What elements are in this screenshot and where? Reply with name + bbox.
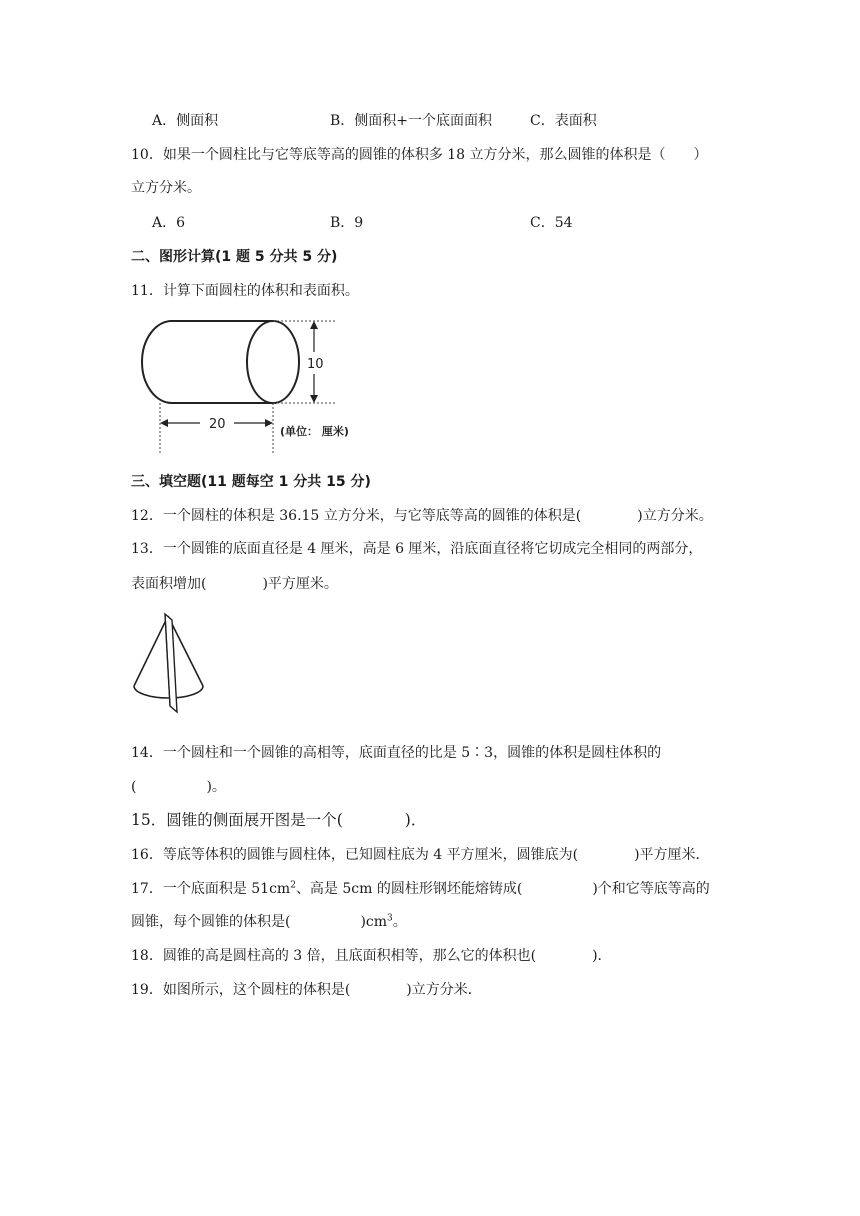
q17-line2 bbox=[131, 912, 407, 932]
q14-line1: 14．一个圆柱和一个圆锥的高相等，底面直径的比是 5∶3，圆锥的体积是圆柱体积的 bbox=[131, 745, 662, 761]
q16-text: 16．等底等体积的圆锥与圆柱体，已知圆柱底为 4 平方厘米，圆锥底为( )平方厘米． bbox=[131, 847, 710, 863]
q17-line2-pre: 圆锥，每个圆锥的体积是( )cm bbox=[131, 914, 388, 930]
cylinder-figure bbox=[130, 312, 380, 462]
q13-line1: 13．一个圆锥的底面直径是 4 厘米，高是 6 厘米，沿底面直径将它切成完全相同的两部分， bbox=[131, 541, 703, 557]
q12-text: 12．一个圆柱的体积是 36.15 立方分米，与它等底等高的圆锥的体积是( )立方分米。 bbox=[131, 508, 713, 524]
section-2-title: 二、图形计算(1 题 5 分共 5 分) bbox=[131, 249, 338, 265]
q17-line1-post: 、高是 5cm 的圆柱形钢坯能熔铸成( )个和它等底等高的 bbox=[295, 881, 710, 897]
q9-option-c: C．表面积 bbox=[530, 113, 597, 129]
q17-line2-sup: 3 bbox=[387, 913, 393, 924]
q9-option-a: A．侧面积 bbox=[152, 113, 219, 129]
q10-option-a: A．6 bbox=[152, 215, 186, 231]
q10-option-b: B．9 bbox=[330, 215, 364, 231]
q10-line2: 立方分米。 bbox=[131, 180, 201, 196]
q10-line1: 10．如果一个圆柱比与它等底等高的圆锥的体积多 18 立方分米，那么圆锥的体积是（ ） bbox=[131, 147, 708, 163]
section-3-title: 三、填空题(11 题每空 1 分共 15 分) bbox=[131, 474, 371, 490]
height-label: 10 bbox=[307, 357, 324, 372]
q9-option-b: B．侧面积+一个底面面积 bbox=[330, 113, 493, 129]
q17-line1-pre: 17．一个底面积是 51cm bbox=[131, 881, 291, 897]
q13-line2: 表面积增加( )平方厘米。 bbox=[131, 576, 338, 592]
q17-line1 bbox=[131, 879, 710, 899]
q15-text: 15．圆锥的侧面展开图是一个( )． bbox=[131, 811, 427, 829]
q11-text: 11．计算下面圆柱的体积和表面积。 bbox=[131, 283, 359, 299]
q17-line2-post: 。 bbox=[392, 914, 407, 930]
q17-line1-sup: 2 bbox=[290, 880, 296, 891]
unit-label: (单位： 厘米) bbox=[280, 425, 349, 438]
q10-option-c: C．54 bbox=[530, 215, 573, 231]
cone-cut-figure bbox=[128, 608, 218, 720]
q18-text: 18．圆锥的高是圆柱高的 3 倍，且底面积相等，那么它的体积也( )． bbox=[131, 948, 612, 964]
q19-text: 19．如图所示，这个圆柱的体积是( )立方分米． bbox=[131, 982, 482, 998]
q14-line2: ( )。 bbox=[131, 779, 226, 795]
length-label: 20 bbox=[209, 417, 226, 432]
